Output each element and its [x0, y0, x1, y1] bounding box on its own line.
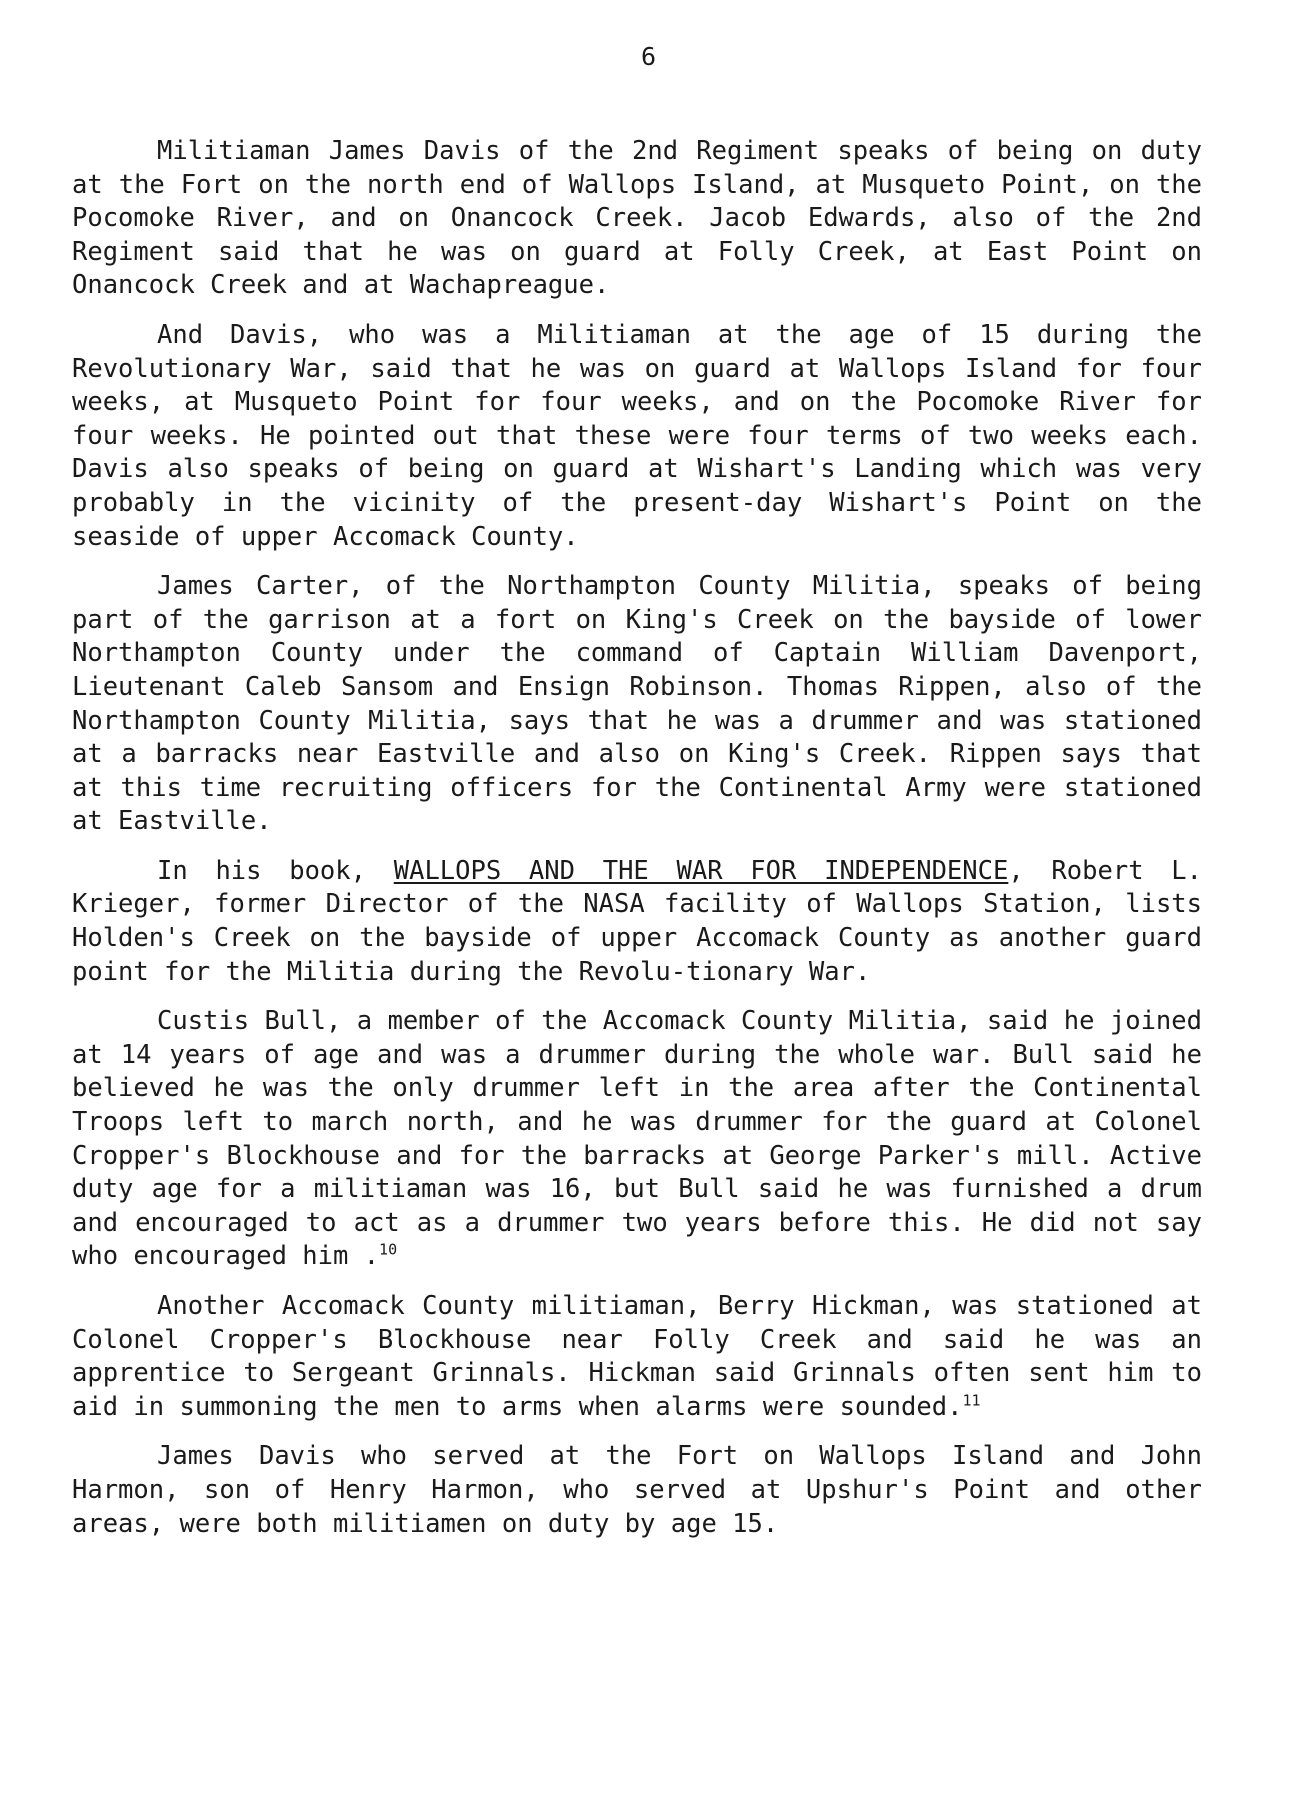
document-body — [72, 135, 1202, 1557]
paragraph-berry-hickman — [72, 1290, 1202, 1424]
paragraph-lead-in: In his book, — [157, 855, 394, 886]
paragraph-and-davis: And Davis, who was a Militiaman at the age of 15 during the Revolutionary War, said that he was on guard at Wallops Island for four weeks, at Musqueto Point for four weeks, and on the Pocomoke River for four weeks. He pointed out that these were four terms of two weeks each. Davis also speaks of being on guard at Wishart's Landing which was very probably in the vicinity of the present-day Wishart's Point on the seaside of upper Accomack County. — [72, 319, 1202, 552]
paragraph-krieger-book — [72, 855, 1202, 989]
paragraph-davis-harmon: James Davis who served at the Fort on Wallops Island and John Harmon, son of Henry Harmon, who served at Upshur's Point and other areas, were both militiamen on duty by age 15. — [72, 1441, 1202, 1539]
paragraph-carter-rippen: James Carter, of the Northampton County Militia, speaks of being part of the garrison at a fort on King's Creek on the bayside of lower Northampton County under the command of Captain William Davenport, Lieutenant Caleb Sansom and Ensign Robinson. Thomas Rippen, also of the Northampton County Militia, says that he was a drummer and was stationed at a barracks near Eastville and also on King's Creek. Rippen says that at this time recruiting officers for the Continental Army were stationed at Eastville. — [72, 571, 1202, 837]
book-title: WALLOPS AND THE WAR FOR INDEPENDENCE — [393, 855, 1009, 886]
paragraph-text: Another Accomack County militiaman, Berry Hickman, was stationed at Colonel Cropper's Blockhouse near Folly Creek and said he was an apprentice to Sergeant Grinnals. Hickman said Grinnals often sent him to aid in summoning the men to arms when alarms were sounded. — [72, 1291, 1202, 1422]
footnote-marker: 10 — [379, 1240, 398, 1259]
paragraph-davis-edwards: Militiaman James Davis of the 2nd Regiment speaks of being on duty at the Fort on the north end of Wallops Island, at Musqueto Point, on the Pocomoke River, and on Onancock Creek. Jacob Edwards, also of the 2nd Regiment said that he was on guard at Folly Creek, at East Point on Onancock Creek and at Wachapreague. — [72, 136, 1202, 301]
paragraph-text: Custis Bull, a member of the Accomack County Militia, said he joined at 14 years of age and was a drummer during the whole war. Bull said he believed he was the only drummer left in the area after the Continental Troops left to march north, and he was drummer for the guard at Colonel Cropper's Blockhouse and for the barracks at George Parker's mill. Active duty age for a militiaman was 16, but Bull said he was furnished a drum and encouraged to act as a drummer two years before this. He did not say who encouraged him . — [72, 1006, 1202, 1272]
footnote-marker: 11 — [962, 1391, 981, 1410]
paragraph-custis-bull — [72, 1005, 1202, 1274]
paragraph-continuation: , Robert L. Krieger, former Director of the NASA facility of Wallops Station, lists Holden's Creek on the bayside of upper Accomack County as another guard point for the Militia during the Revolu-tionary War. — [72, 855, 1202, 987]
page-number: 6 — [640, 42, 657, 71]
